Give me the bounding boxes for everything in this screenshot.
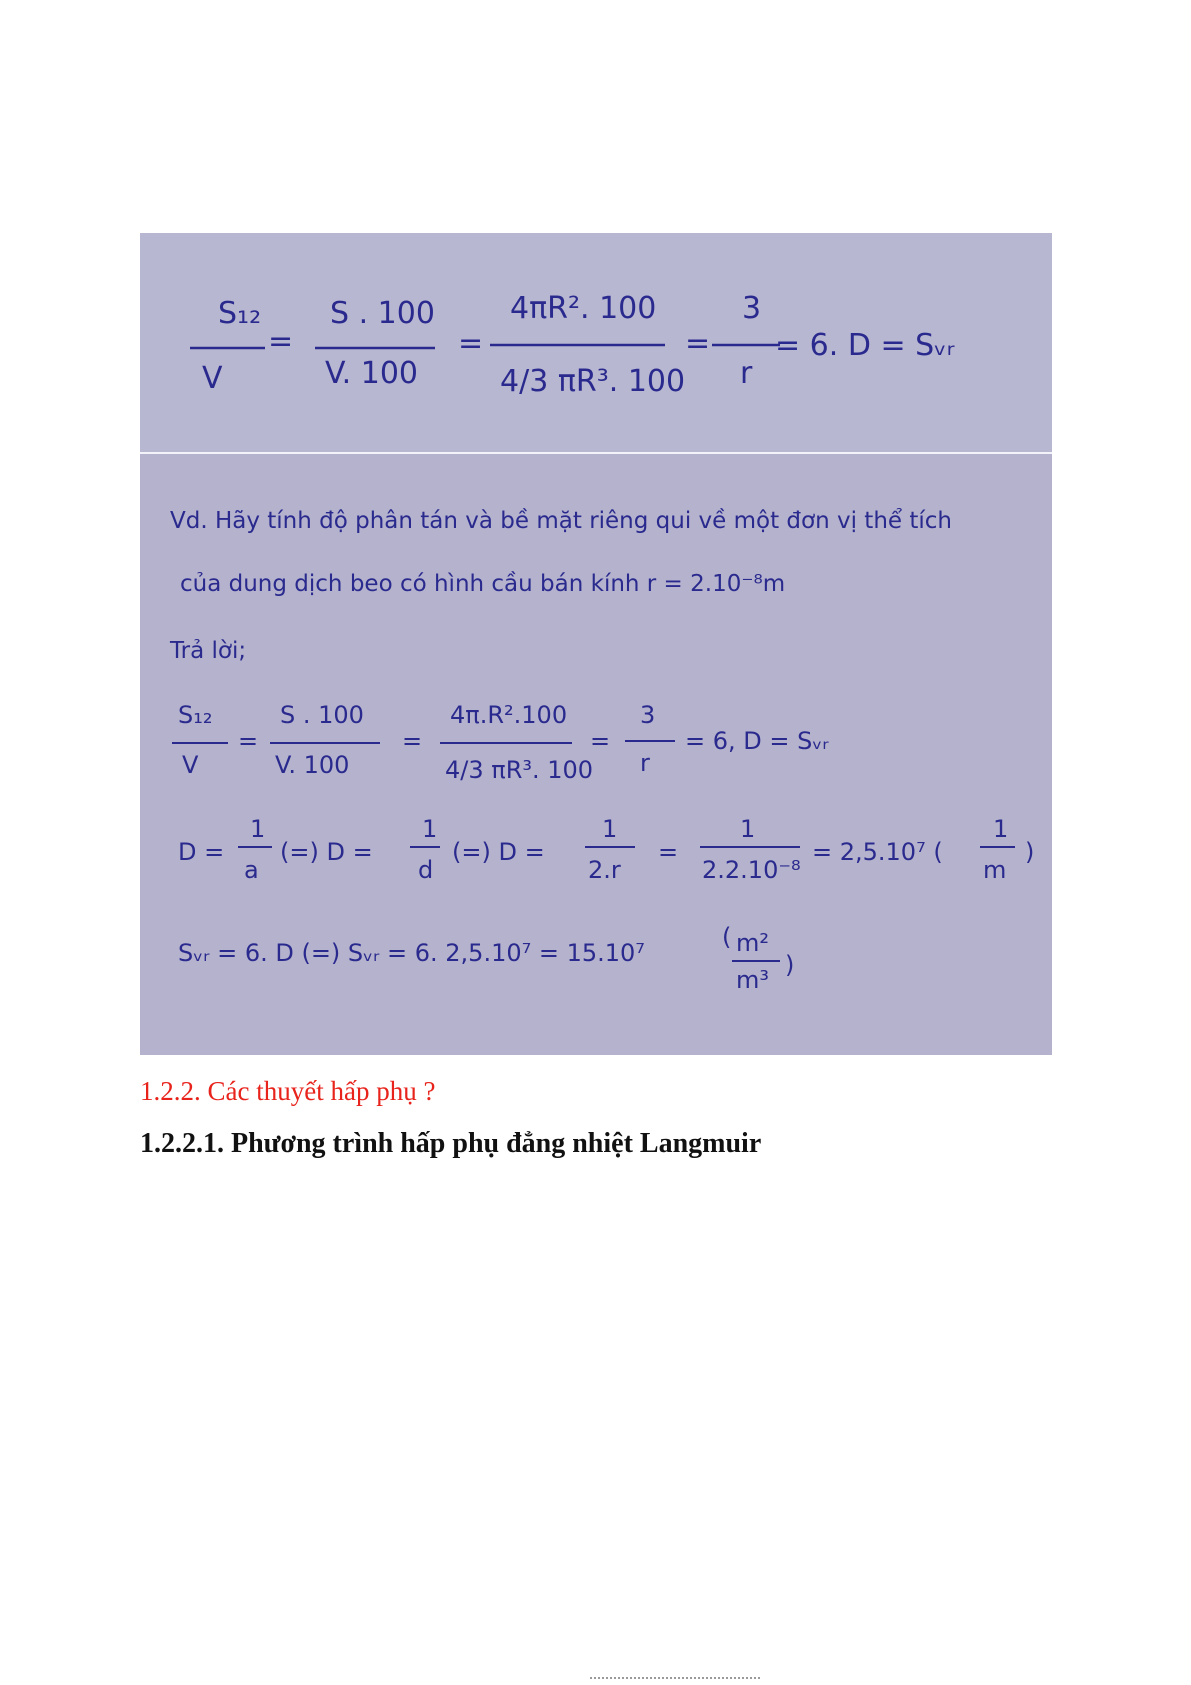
f3-p1: D = — [178, 838, 225, 866]
top-f1-num: S . 100 — [330, 296, 435, 331]
formula-4 — [178, 923, 794, 994]
svg-text:(: ( — [722, 923, 732, 951]
svg-text:=: = — [238, 727, 259, 755]
top-tail: = 6. D = Sᵥᵣ — [775, 328, 955, 363]
f2-f1-den: V. 100 — [275, 751, 350, 779]
section-heading: 1.2.2. Các thuyết hấp phụ ? — [140, 1076, 436, 1106]
f3-p6: ) — [1025, 838, 1035, 866]
f3-p2: (=) D = — [280, 838, 373, 866]
subsection-heading: 1.2.2.1. Phương trình hấp phụ đẳng nhiệt Langmuir — [140, 1128, 762, 1159]
top-f3-den: r — [740, 356, 753, 391]
top-f2-num: 4πR². 100 — [510, 291, 657, 326]
f2-lhs-den: V — [182, 751, 199, 779]
top-f2-den: 4/3 πR³. 100 — [500, 364, 686, 399]
formula-3 — [178, 815, 1034, 884]
f3-p4: = — [658, 838, 679, 866]
svg-text:=: = — [685, 326, 711, 361]
f3-p5: = 2,5.10⁷ ( — [812, 838, 943, 866]
handwritten-notes-canvas — [140, 233, 1052, 1055]
f3-f4-den: 2.2.10⁻⁸ — [702, 856, 801, 884]
f3-f1-num: 1 — [250, 815, 266, 843]
f2-f3-num: 3 — [640, 701, 656, 729]
f3-f5-num: 1 — [993, 815, 1009, 843]
page-footer-mark — [590, 1677, 760, 1683]
svg-text:=: = — [590, 727, 611, 755]
f3-f5-den: m — [983, 856, 1007, 884]
f3-f3-den: 2.r — [588, 856, 621, 884]
top-f3-num: 3 — [742, 291, 762, 326]
f2-f3-den: r — [640, 749, 650, 777]
f3-f2-num: 1 — [422, 815, 438, 843]
top-lhs-num: S₁₂ — [218, 296, 262, 331]
top-lhs-den: V — [202, 361, 223, 396]
svg-text:=: = — [268, 324, 294, 359]
top-f1-den: V. 100 — [325, 356, 418, 391]
f2-tail: = 6, D = Sᵥᵣ — [685, 727, 829, 755]
f2-f2-den: 4/3 πR³. 100 — [445, 756, 594, 784]
example-line-1: Vd. Hãy tính độ phân tán và bề mặt riêng qui về một đơn vị thể tích — [170, 508, 952, 534]
f2-f2-num: 4π.R².100 — [450, 701, 568, 729]
f4-unit-den: m³ — [736, 966, 769, 994]
f2-f1-num: S . 100 — [280, 701, 364, 729]
solution-label: Trả lời; — [170, 638, 247, 664]
svg-text:): ) — [785, 951, 795, 979]
f3-f1-den: a — [244, 856, 259, 884]
svg-text:=: = — [458, 326, 484, 361]
example-line-2: của dung dịch beo có hình cầu bán kính r = 2.10⁻⁸m — [180, 571, 786, 597]
formula-2 — [172, 701, 829, 784]
f3-f2-den: d — [418, 856, 434, 884]
f2-lhs-num: S₁₂ — [178, 701, 213, 729]
handwritten-notes-photo — [140, 233, 1052, 1055]
f4-unit-num: m² — [736, 929, 769, 957]
f3-p3: (=) D = — [452, 838, 545, 866]
f4-text: Sᵥᵣ = 6. D (=) Sᵥᵣ = 6. 2,5.10⁷ = 15.10⁷ — [178, 939, 645, 967]
f3-f3-num: 1 — [602, 815, 618, 843]
f3-f4-num: 1 — [740, 815, 756, 843]
svg-text:=: = — [402, 727, 423, 755]
